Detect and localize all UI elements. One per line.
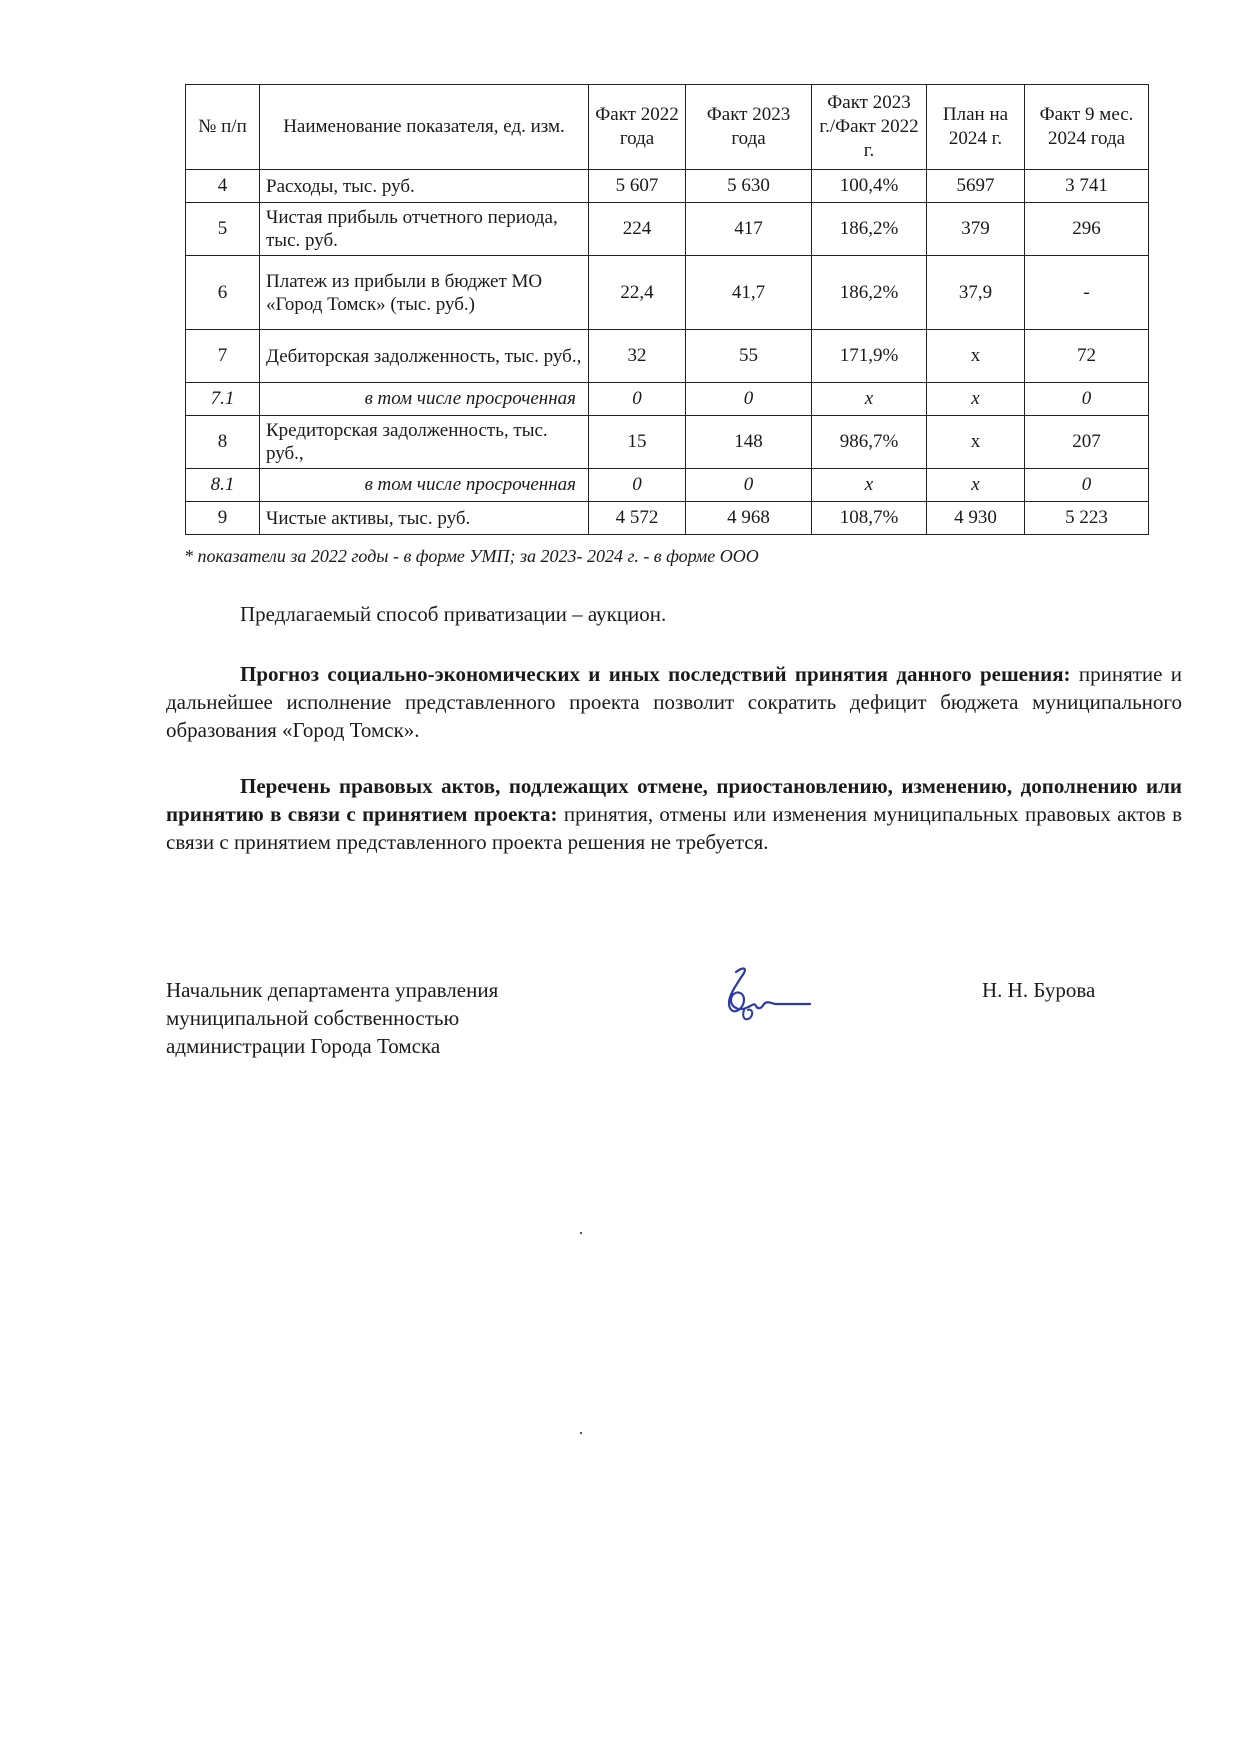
header-cell: Факт 2023 года (686, 85, 812, 170)
ratio-cell: 186,2% (812, 203, 927, 256)
header-cell: План на 2024 г. (927, 85, 1025, 170)
indicator-name-cell: в том числе просроченная (260, 383, 589, 416)
legal-acts-text: принятия, отмены или изменения муниципальных правовых актов в связи с принятием представленного проекта решения не требуется. (166, 802, 1182, 854)
row-number-cell: 4 (186, 170, 260, 203)
ratio-cell: 171,9% (812, 330, 927, 383)
indicator-name-cell: Расходы, тыс. руб. (260, 170, 589, 203)
fact-2022-cell: 4 572 (589, 502, 686, 535)
fact-2022-cell: 32 (589, 330, 686, 383)
indicator-name-cell: Платеж из прибыли в бюджет МО «Город Томск» (тыс. руб.) (260, 256, 589, 330)
signer-name: Н. Н. Бурова (982, 978, 1096, 1002)
fact-2022-cell: 5 607 (589, 170, 686, 203)
table-row (186, 416, 1149, 469)
fact-2022-cell: 22,4 (589, 256, 686, 330)
ratio-cell: x (812, 469, 927, 502)
plan-2024-cell: 37,9 (927, 256, 1025, 330)
indicator-name-cell: Чистые активы, тыс. руб. (260, 502, 589, 535)
handwritten-signature (714, 960, 814, 1030)
forecast-paragraph (166, 660, 1182, 744)
table-body (186, 170, 1149, 535)
legal-acts-heading: Перечень правовых актов, подлежащих отмене, приостановлению, изменению, дополнению или принятию в связи с принятием проекта: (166, 774, 1182, 826)
table-row (186, 330, 1149, 383)
signer-position-line: муниципальной собственностью (166, 1006, 460, 1030)
table-footnote: * показатели за 2022 годы - в форме УМП; за 2023- 2024 г. - в форме ООО (184, 546, 759, 566)
fact-2023-cell: 0 (686, 469, 812, 502)
row-number-cell: 5 (186, 203, 260, 256)
scan-speck (580, 1232, 582, 1234)
fact-9m-2024-cell: 0 (1025, 469, 1149, 502)
table-row (186, 203, 1149, 256)
fact-9m-2024-cell: 3 741 (1025, 170, 1149, 203)
row-number-cell: 8.1 (186, 469, 260, 502)
forecast-heading: Прогноз социально-экономических и иных последствий принятия данного решения: (240, 662, 1071, 686)
plan-2024-cell: 5697 (927, 170, 1025, 203)
signer-position-line: администрации Города Томска (166, 1034, 441, 1058)
fact-9m-2024-cell: 72 (1025, 330, 1149, 383)
row-number-cell: 6 (186, 256, 260, 330)
fact-2022-cell: 224 (589, 203, 686, 256)
forecast-text: принятие и дальнейшее исполнение представленного проекта позволит сократить дефицит бюджета муниципального образования «Город Томск». (166, 662, 1182, 742)
fact-9m-2024-cell: 5 223 (1025, 502, 1149, 535)
fact-2022-cell: 0 (589, 469, 686, 502)
row-number-cell: 8 (186, 416, 260, 469)
indicator-name-cell: Кредиторская задолженность, тыс. руб., (260, 416, 589, 469)
scan-speck (580, 1432, 582, 1434)
table-row (186, 256, 1149, 330)
table-row (186, 383, 1149, 416)
plan-2024-cell: x (927, 383, 1025, 416)
signer-position (166, 976, 498, 1060)
fact-2023-cell: 0 (686, 383, 812, 416)
table-row (186, 502, 1149, 535)
fact-2022-cell: 15 (589, 416, 686, 469)
fact-9m-2024-cell: - (1025, 256, 1149, 330)
plan-2024-cell: x (927, 469, 1025, 502)
fact-2023-cell: 55 (686, 330, 812, 383)
ratio-cell: 986,7% (812, 416, 927, 469)
table-row (186, 170, 1149, 203)
ratio-cell: 108,7% (812, 502, 927, 535)
row-number-cell: 9 (186, 502, 260, 535)
indicator-name-cell: в том числе просроченная (260, 469, 589, 502)
fact-2023-cell: 41,7 (686, 256, 812, 330)
fact-2023-cell: 5 630 (686, 170, 812, 203)
plan-2024-cell: x (927, 330, 1025, 383)
fact-2022-cell: 0 (589, 383, 686, 416)
row-number-cell: 7 (186, 330, 260, 383)
header-cell: Факт 2022 года (589, 85, 686, 170)
indicator-name-cell: Дебиторская задолженность, тыс. руб., (260, 330, 589, 383)
header-cell: Факт 9 мес. 2024 года (1025, 85, 1149, 170)
signer-position-line: Начальник департамента управления (166, 978, 499, 1002)
fact-9m-2024-cell: 0 (1025, 383, 1149, 416)
indicator-name-cell: Чистая прибыль отчетного периода, тыс. руб. (260, 203, 589, 256)
legal-acts-paragraph (166, 772, 1182, 856)
fact-2023-cell: 4 968 (686, 502, 812, 535)
indicators-table (185, 84, 1149, 535)
row-number-cell: 7.1 (186, 383, 260, 416)
fact-2023-cell: 417 (686, 203, 812, 256)
ratio-cell: x (812, 383, 927, 416)
plan-2024-cell: 379 (927, 203, 1025, 256)
header-cell: № п/п (186, 85, 260, 170)
fact-9m-2024-cell: 207 (1025, 416, 1149, 469)
table-header-row (186, 85, 1149, 170)
privatization-paragraph: Предлагаемый способ приватизации – аукцион. (240, 602, 667, 626)
fact-9m-2024-cell: 296 (1025, 203, 1149, 256)
table-row (186, 469, 1149, 502)
ratio-cell: 100,4% (812, 170, 927, 203)
plan-2024-cell: x (927, 416, 1025, 469)
header-cell: Наименование показателя, ед. изм. (260, 85, 589, 170)
ratio-cell: 186,2% (812, 256, 927, 330)
header-cell: Факт 2023 г./Факт 2022 г. (812, 85, 927, 170)
plan-2024-cell: 4 930 (927, 502, 1025, 535)
fact-2023-cell: 148 (686, 416, 812, 469)
